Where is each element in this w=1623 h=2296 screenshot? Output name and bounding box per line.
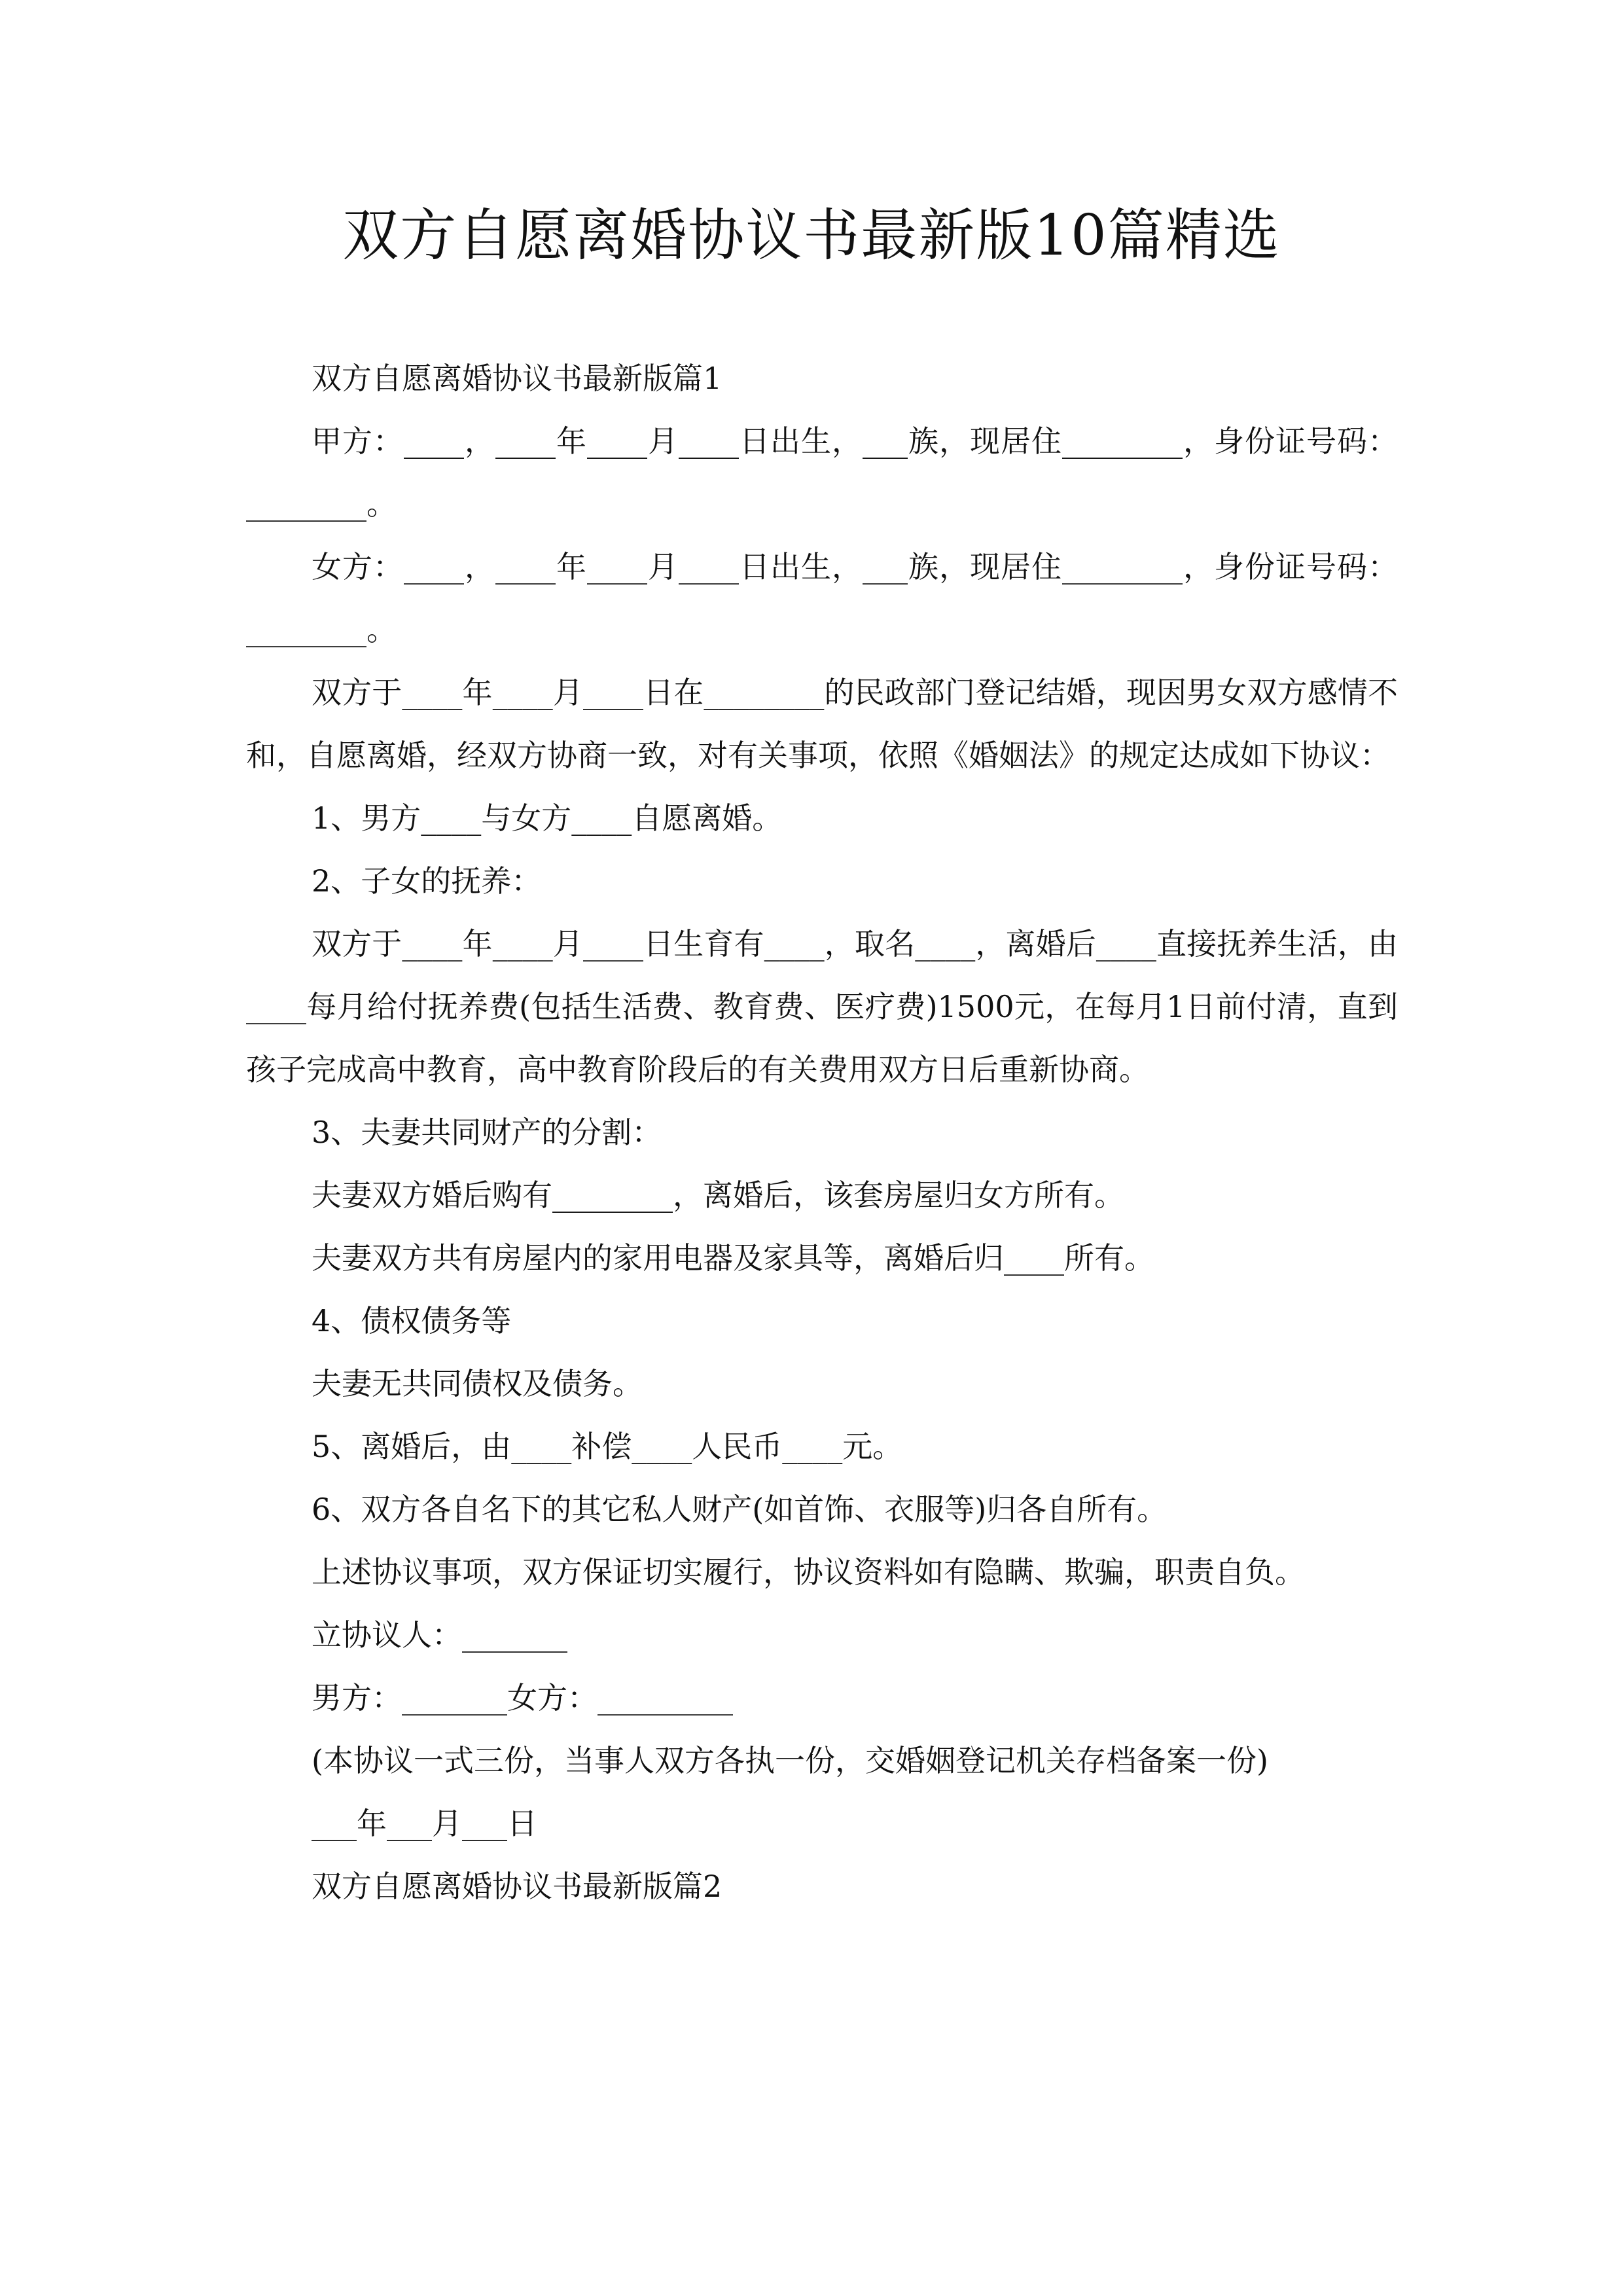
guarantee-line: 上述协议事项，双方保证切实履行，协议资料如有隐瞒、欺骗，职责自负。: [312, 1554, 1305, 1590]
marriage-registration-paragraph: 双方于____年____月____日在________的民政部门登记结婚，现因男女双方感情不和，自愿离婚，经双方协商一致，对有关事项，依照《婚姻法》的规定达成如下协议：: [246, 675, 1398, 773]
party-a-info: 甲方：____，____年____月____日出生，___族，现居住________，身份证号码：________。: [246, 423, 1398, 522]
child-custody-paragraph: 双方于____年____月____日生育有____，取名____，离婚后____直接抚养生活，由____每月给付抚养费(包括生活费、教育费、医疗费)1500元，在每月1日前付清，直到孩子完成高中教育，高中教育阶段后的有关费用双方日后重新协商。: [246, 926, 1398, 1087]
signatory-line: 立协议人：_______: [312, 1617, 567, 1653]
document-title: 双方自愿离婚协议书最新版10篇精选: [342, 203, 1281, 268]
clause-3-heading: 3、夫妻共同财产的分割：: [312, 1115, 662, 1150]
party-b-info: 女方：____，____年____月____日出生，___族，现居住________，身份证号码：________。: [246, 549, 1398, 647]
copies-note: (本协议一式三份，当事人双方各执一份，交婚姻登记机关存档备案一份): [312, 1743, 1268, 1778]
debt-line: 夫妻无共同债权及债务。: [312, 1366, 643, 1401]
date-line: ___年___月___日: [312, 1806, 537, 1841]
clause-6: 6、双方各自名下的其它私人财产(如首饰、衣服等)归各自所有。: [312, 1492, 1168, 1527]
clause-1: 1、男方____与女方____自愿离婚。: [312, 800, 783, 836]
signature-line: 男方：_______女方：_________: [312, 1680, 733, 1715]
property-furniture-line: 夫妻双方共有房屋内的家用电器及家具等，离婚后归____所有。: [312, 1240, 1154, 1276]
section-heading-2: 双方自愿离婚协议书最新版篇2: [312, 1869, 722, 1904]
clause-5: 5、离婚后，由____补偿____人民币____元。: [312, 1429, 903, 1464]
section-heading: 双方自愿离婚协议书最新版篇1: [312, 361, 722, 396]
clause-4-heading: 4、债权债务等: [312, 1303, 512, 1338]
property-house-line: 夫妻双方婚后购有________，离婚后，该套房屋归女方所有。: [312, 1177, 1124, 1213]
clause-2-heading: 2、子女的抚养：: [312, 863, 542, 899]
document-body: [246, 347, 1398, 1918]
